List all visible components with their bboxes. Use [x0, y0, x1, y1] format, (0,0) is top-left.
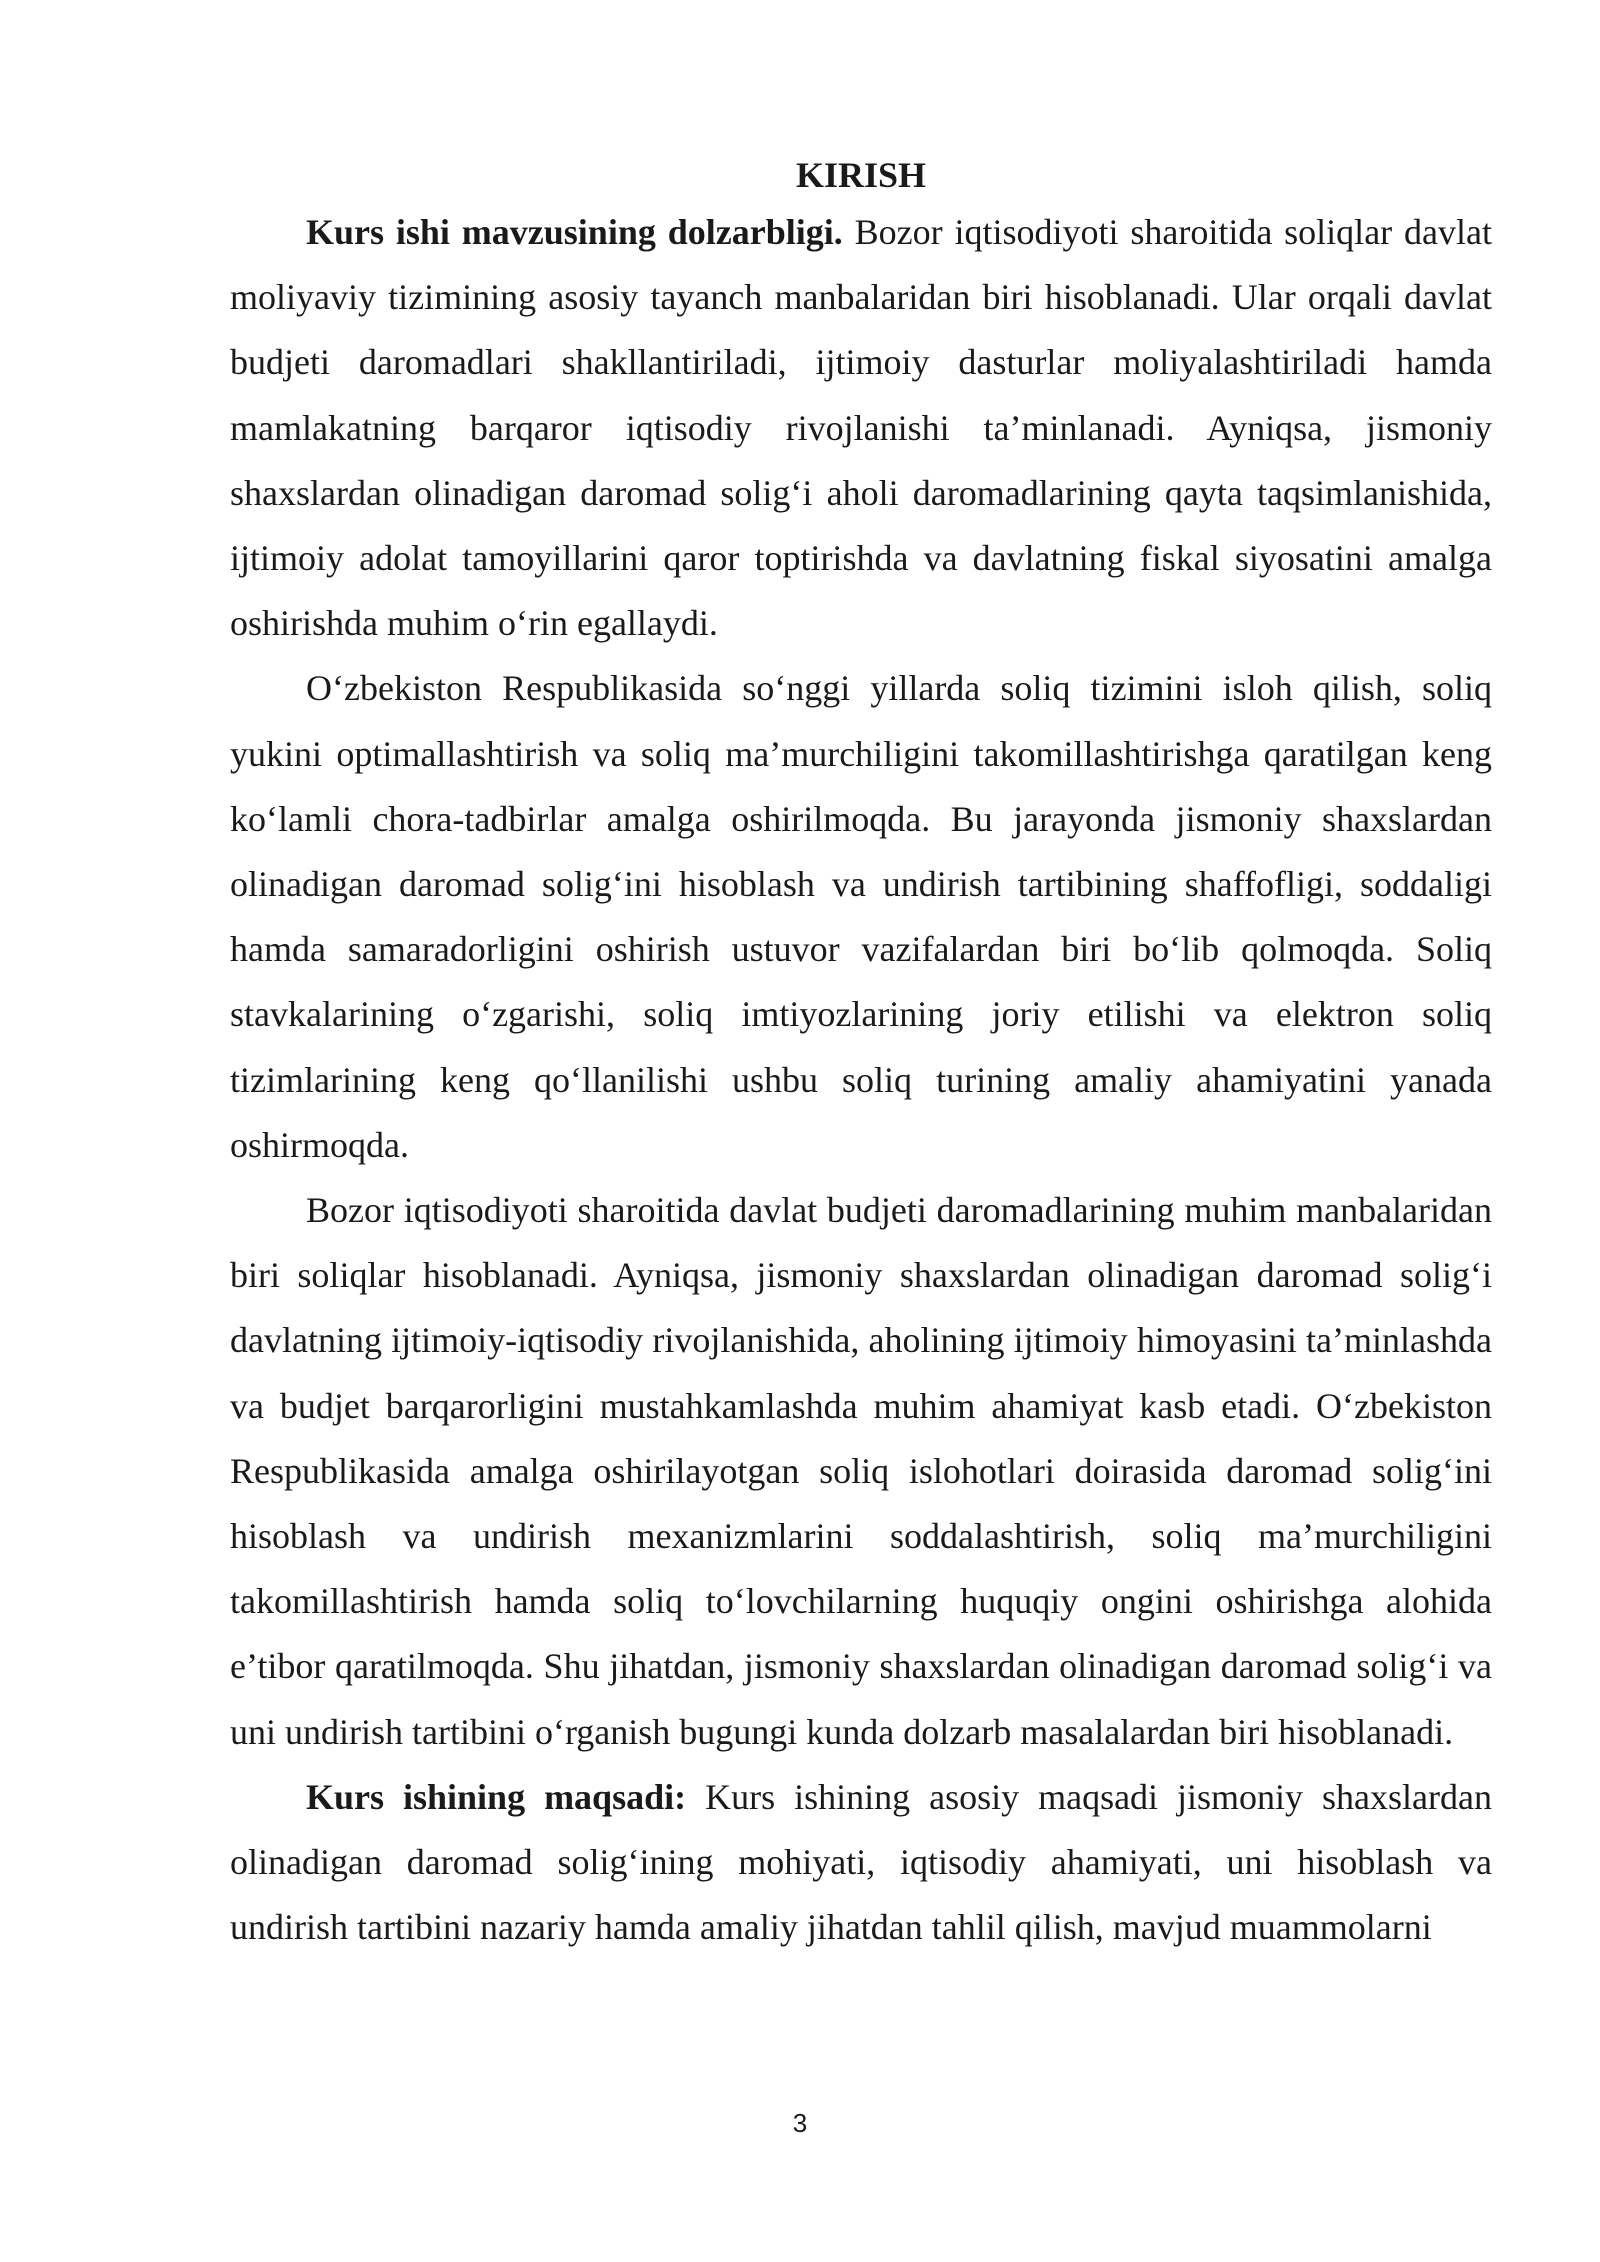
paragraph-text-relevance: Bozor iqtisodiyoti sharoitida soliqlar davlat moliyaviy tizimining asosiy tayanch manbalaridan biri hisoblanadi. Ular orqali davlat budjeti daromadlari shakllantiriladi, ijtimoiy dasturlar moliyalashtiriladi hamda mamlakatning barqaror iqtisodiy rivojlanishi ta’minlanadi. Ayniqsa, jismoniy shaxslardan olinadigan daromad solig‘i aholi daromadlarining qayta taqsimlanishida, ijtimoiy adolat tamoyillarini qaror toptirishda va davlatning fiskal siyosatini amalga oshirishda muhim o‘rin egallaydi.	[230, 212, 1492, 644]
paragraph-text-reforms: O‘zbekiston Respublikasida so‘nggi yillarda soliq tizimini isloh qilish, soliq yukini optimallashtirish va soliq ma’murchiligini takomillashtirishga qaratilgan keng ko‘lamli chora-tadbirlar amalga oshirilmoqda. Bu jarayonda jismoniy shaxslardan olinadigan daromad solig‘ini hisoblash va undirish tartibining shaffofligi, soddaligi hamda samaradorligini oshirish ustuvor vazifalardan biri bo‘lib qolmoqda. Soliq stavkalarining o‘zgarishi, soliq imtiyozlarining joriy etilishi va elektron soliq tizimlarining keng qo‘llanilishi ushbu soliq turining amaliy ahamiyatini yanada oshirmoqda.	[230, 668, 1492, 1165]
section-heading: KIRISH	[795, 155, 927, 195]
paragraph-text-goal: Kurs ishining asosiy maqsadi jismoniy shaxslardan olinadigan daromad solig‘ining mohiyati, iqtisodiy ahamiyati, uni hisoblash va undirish tartibini nazariy hamda amaliy jihatdan tahlil qilish, mavjud muammolarni	[230, 1776, 1492, 1948]
paragraph-relevance	[230, 200, 1492, 656]
paragraph-budget	[230, 1178, 1492, 1765]
paragraph-lead-relevance: Kurs ishi mavzusining dolzarbligi.	[306, 212, 843, 252]
page-number: 3	[792, 2108, 808, 2138]
paragraph-lead-goal: Kurs ishining maqsadi:	[306, 1776, 687, 1817]
paragraph-goal	[230, 1765, 1492, 1961]
paragraph-reforms	[230, 656, 1492, 1178]
paragraph-text-budget: Bozor iqtisodiyoti sharoitida davlat budjeti daromadlarining muhim manbalaridan biri soliqlar hisoblanadi. Ayniqsa, jismoniy shaxslardan olinadigan daromad solig‘i davlatning ijtimoiy-iqtisodiy rivojlanishida, aholining ijtimoiy himoyasini ta’minlashda va budjet barqarorligini mustahkamlashda muhim ahamiyat kasb etadi. O‘zbekiston Respublikasida amalga oshirilayotgan soliq islohotlari doirasida daromad solig‘ini hisoblash va undirish mexanizmlarini soddalashtirish, soliq ma’murchiligini takomillashtirish hamda soliq to‘lovchilarning huquqiy ongini oshirishga alohida e’tibor qaratilmoqda. Shu jihatdan, jismoniy shaxslardan olinadigan daromad solig‘i va uni undirish tartibini o‘rganish bugungi kunda dolzarb masalalardan biri hisoblanadi.	[230, 1190, 1492, 1752]
document-body	[230, 150, 1492, 1960]
